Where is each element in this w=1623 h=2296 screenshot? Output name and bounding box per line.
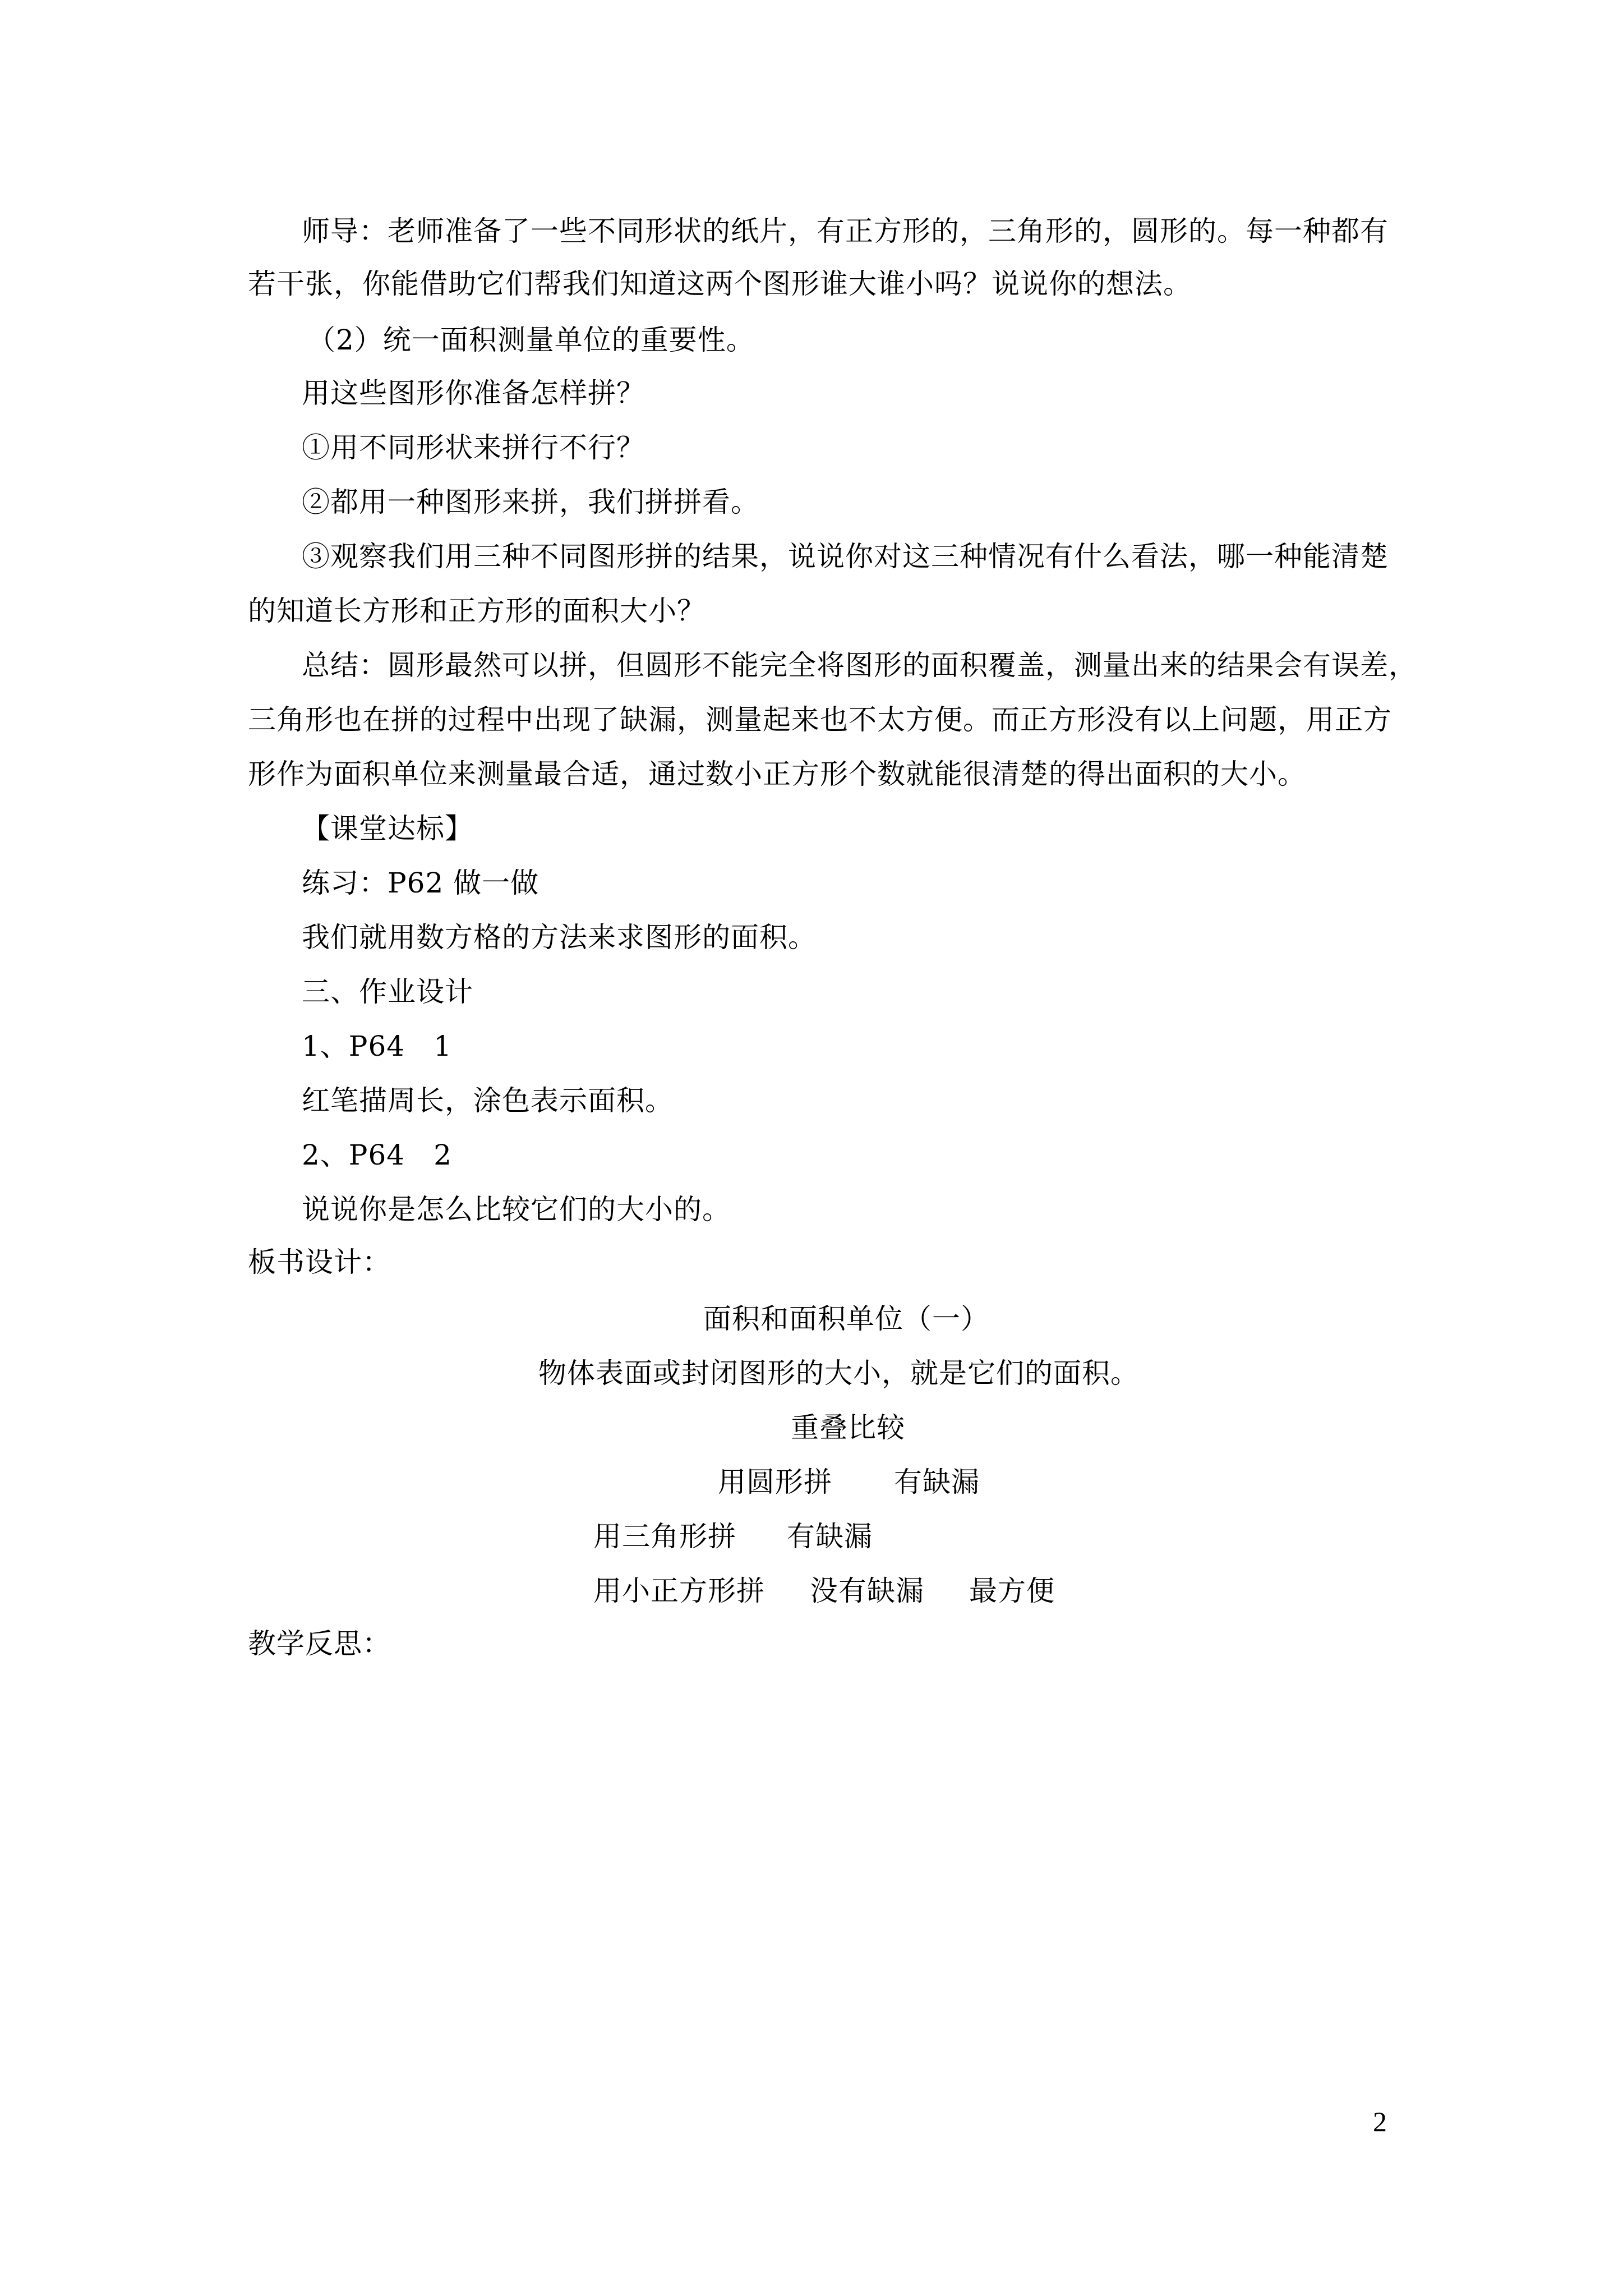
question-one-shape: ②都用一种图形来拼，我们拼拼看。 bbox=[302, 486, 759, 518]
homework-item-2-note: 说说你是怎么比较它们的大小的。 bbox=[302, 1193, 731, 1226]
homework-item-1-note: 红笔描周长，涂色表示面积。 bbox=[302, 1084, 674, 1117]
class-target-heading: 【课堂达标】 bbox=[302, 812, 473, 845]
exercise-line: 练习：P62 做一做 bbox=[302, 867, 540, 899]
board-design-heading: 板书设计： bbox=[248, 1246, 391, 1278]
summary-line1: 总结：圆形最然可以拼，但圆形不能完全将图形的面积覆盖，测量出来的结果会有误差， bbox=[302, 649, 1417, 682]
summary-line2: 三角形也在拼的过程中出现了缺漏，测量起来也不太方便。而正方形没有以上问题，用正方 bbox=[248, 703, 1392, 736]
summary-line3: 形作为面积单位来测量最合适，通过数小正方形个数就能很清楚的得出面积的大小。 bbox=[248, 758, 1306, 790]
board-row-square-extra: 最方便 bbox=[969, 1575, 1055, 1607]
homework-item-1: 1、P64 1 bbox=[302, 1030, 452, 1062]
section-heading-unit-importance: （2）统一面积测量单位的重要性。 bbox=[307, 324, 755, 356]
question-observe-line2: 的知道长方形和正方形的面积大小？ bbox=[248, 595, 706, 627]
board-definition: 物体表面或封闭图形的大小，就是它们的面积。 bbox=[538, 1357, 1139, 1389]
homework-heading: 三、作业设计 bbox=[302, 976, 473, 1008]
exercise-note: 我们就用数方格的方法来求图形的面积。 bbox=[302, 921, 817, 954]
board-row-circle-result: 有缺漏 bbox=[894, 1466, 980, 1498]
board-row-triangle-result: 有缺漏 bbox=[787, 1520, 873, 1553]
board-row-triangle-method: 用三角形拼 bbox=[593, 1520, 736, 1553]
question-observe-line1: ③观察我们用三种不同图形拼的结果，说说你对这三种情况有什么看法，哪一种能清楚 bbox=[302, 540, 1389, 573]
homework-item-2: 2、P64 2 bbox=[302, 1139, 452, 1171]
page-number: 2 bbox=[1373, 2106, 1387, 2137]
board-row-triangle bbox=[593, 1520, 873, 1553]
board-overlap-compare: 重叠比较 bbox=[791, 1411, 905, 1444]
board-row-circle bbox=[718, 1465, 980, 1499]
board-row-square bbox=[593, 1574, 1055, 1608]
paragraph-teacher-guide-line1: 师导：老师准备了一些不同形状的纸片，有正方形的，三角形的，圆形的。每一种都有 bbox=[302, 215, 1389, 247]
question-different-shapes: ①用不同形状来拼行不行？ bbox=[302, 431, 645, 464]
board-title: 面积和面积单位（一） bbox=[703, 1303, 989, 1335]
paragraph-teacher-guide-line2: 若干张，你能借助它们帮我们知道这两个图形谁大谁小吗？说说你的想法。 bbox=[248, 268, 1192, 300]
question-how-to-tile: 用这些图形你准备怎样拼？ bbox=[302, 377, 645, 409]
board-row-circle-method: 用圆形拼 bbox=[718, 1466, 832, 1498]
board-row-square-result: 没有缺漏 bbox=[810, 1575, 924, 1607]
board-row-square-method: 用小正方形拼 bbox=[593, 1575, 765, 1607]
teaching-reflection-heading: 教学反思： bbox=[248, 1627, 391, 1660]
